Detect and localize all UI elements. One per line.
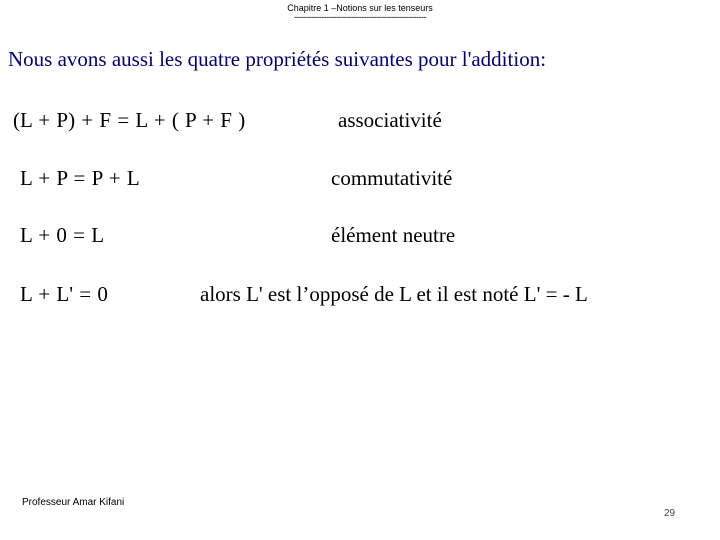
property-associativity: associativité bbox=[338, 108, 442, 132]
property-commutativity: commutativité bbox=[331, 166, 453, 190]
property-neutral-element: élément neutre bbox=[331, 223, 456, 247]
equation-associativity: (L + P) + F = L + ( P + F ) bbox=[13, 108, 246, 132]
page-number: 29 bbox=[664, 508, 676, 519]
chapter-header: Chapitre 1 –Notions sur les tenseurs bbox=[287, 3, 433, 13]
header-divider: ----------------------------------------------------- bbox=[293, 12, 427, 22]
equation-opposite: L + L' = 0 bbox=[20, 282, 108, 306]
slide-headline: Nous avons aussi les quatre propriétés suivantes pour l'addition: bbox=[8, 47, 547, 71]
equation-neutral-element: L + 0 = L bbox=[20, 223, 105, 247]
author-footer: Professeur Amar Kifani bbox=[22, 497, 125, 508]
property-opposite: alors L' est l’opposé de L et il est noté L' = - L bbox=[200, 282, 588, 306]
equation-commutativity: L + P = P + L bbox=[20, 166, 140, 190]
